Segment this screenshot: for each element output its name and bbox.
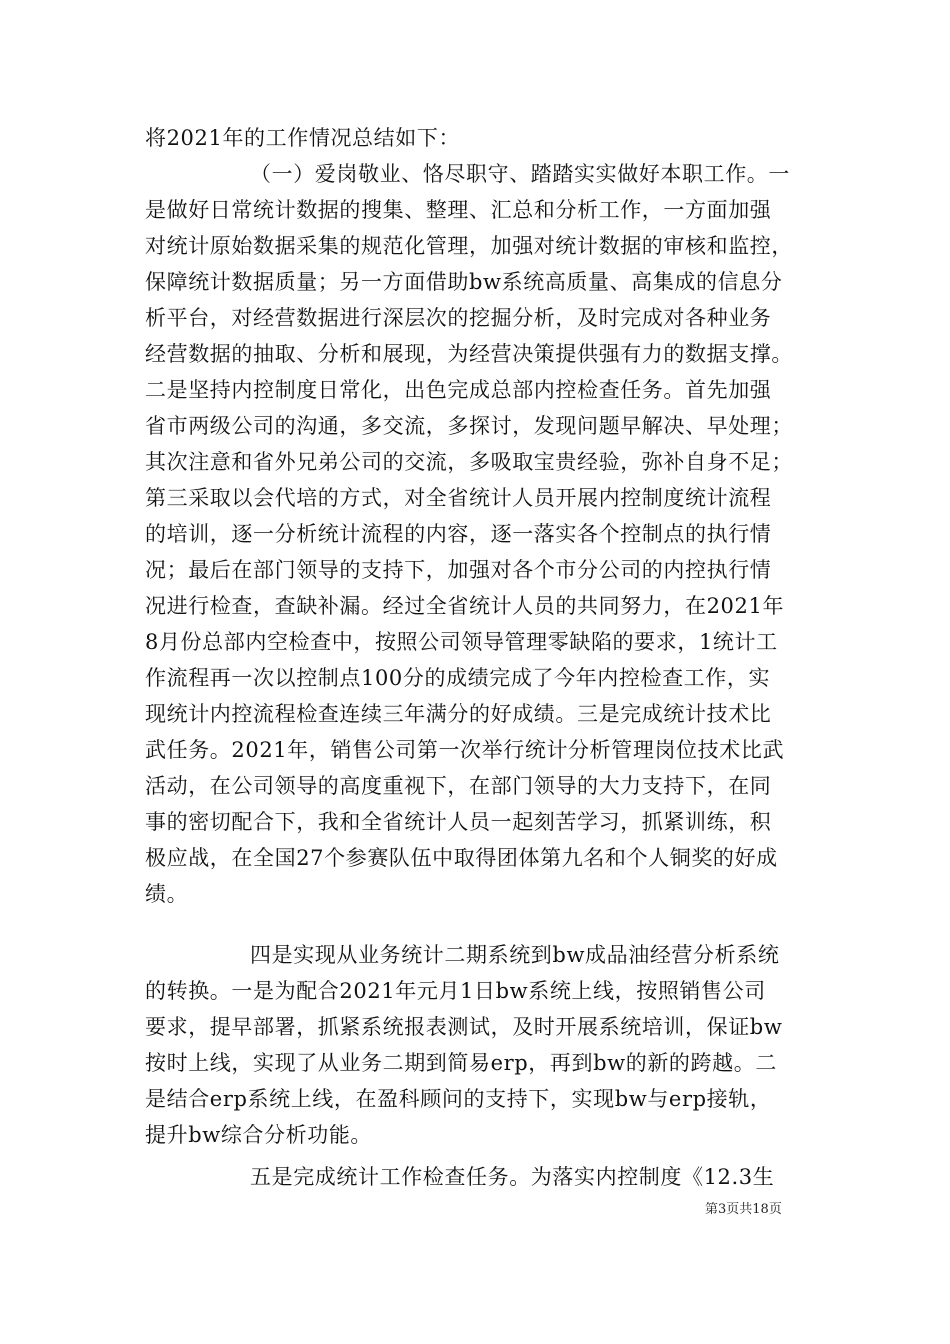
text-line: （一）爱岗敬业、恪尽职守、踏踏实实做好本职工作。一 [250,162,790,186]
text-line: 的转换。一是为配合2021年元月1日bw系统上线，按照销售公司 [145,979,766,1003]
text-line: 是做好日常统计数据的搜集、整理、汇总和分析工作，一方面加强 [145,198,772,222]
text-line: 的培训，逐一分析统计流程的内容，逐一落实各个控制点的执行情 [145,522,772,546]
text-line: 对统计原始数据采集的规范化管理，加强对统计数据的审核和监控， [145,234,793,258]
text-line: 省市两级公司的沟通，多交流，多探讨，发现问题早解决、早处理； [145,414,793,438]
text-line: 保障统计数据质量；另一方面借助bw系统高质量、高集成的信息分 [145,270,783,294]
text-line: 经营数据的抽取、分析和展现，为经营决策提供强有力的数据支撑。 [145,342,793,366]
text-line: 况进行检查，查缺补漏。经过全省统计人员的共同努力，在2021年 [145,594,785,618]
text-line: 按时上线，实现了从业务二期到简易erp，再到bw的新的跨越。二 [145,1051,777,1075]
text-line: 事的密切配合下，我和全省统计人员一起刻苦学习，抓紧训练，积 [145,810,772,834]
text-line: 是结合erp系统上线，在盈科顾问的支持下，实现bw与erp接轨， [145,1087,772,1111]
text-line: 绩。 [145,882,189,906]
text-line: 第三采取以会代培的方式，对全省统计人员开展内控制度统计流程 [145,486,772,510]
text-line: 二是坚持内控制度日常化，出色完成总部内控检查任务。首先加强 [145,378,772,402]
text-line: 四是实现从业务统计二期系统到bw成品油经营分析系统 [250,943,780,967]
text-line: 现统计内控流程检查连续三年满分的好成绩。三是完成统计技术比 [145,702,772,726]
text-line: 要求，提早部署，抓紧系统报表测试，及时开展系统培训，保证bw [145,1015,783,1039]
text-line: 活动，在公司领导的高度重视下，在部门领导的大力支持下，在同 [145,774,772,798]
text-line: 极应战，在全国27个参赛队伍中取得团体第九名和个人铜奖的好成 [145,846,778,870]
text-line: 析平台，对经营数据进行深层次的挖掘分析，及时完成对各种业务 [145,306,772,330]
text-line: 作流程再一次以控制点100分的成绩完成了今年内控检查工作，实 [145,666,771,690]
page-number-footer: 第3页共18页 [705,1202,782,1217]
text-line: 况；最后在部门领导的支持下，加强对各个市分公司的内控执行情 [145,558,772,582]
text-line: 将2021年的工作情况总结如下： [145,126,461,150]
text-line: 五是完成统计工作检查任务。为落实内控制度《12.3生 [250,1165,775,1189]
text-line: 其次注意和省外兄弟公司的交流，多吸取宝贵经验，弥补自身不足； [145,450,793,474]
text-line: 8月份总部内空检查中，按照公司领导管理零缺陷的要求，1统计工 [145,630,778,654]
text-line: 武任务。2021年，销售公司第一次举行统计分析管理岗位技术比武 [145,738,785,762]
text-line: 提升bw综合分析功能。 [145,1123,373,1147]
